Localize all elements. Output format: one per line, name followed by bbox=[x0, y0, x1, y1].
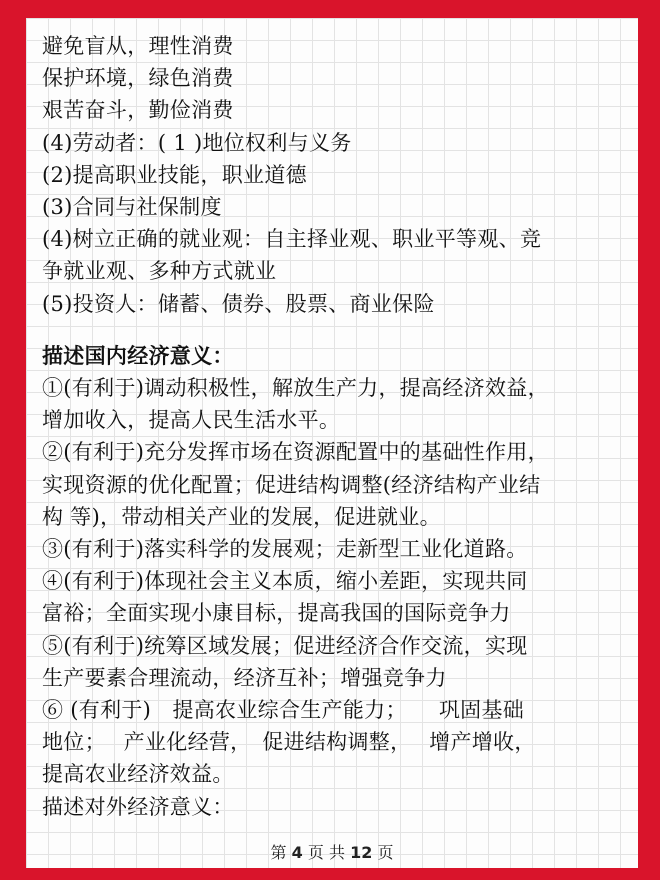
footer-prefix: 第 bbox=[270, 843, 287, 862]
footer-current-page: 4 bbox=[291, 843, 303, 862]
footer-total-pages: 12 bbox=[350, 843, 373, 862]
domestic-line-7: ④(有利于)体现社会主义本质，缩小差距，实现共同 bbox=[42, 569, 528, 594]
grid-paper-sheet bbox=[26, 18, 638, 868]
domestic-line-8: 富裕；全面实现小康目标，提高我国的国际竞争力 bbox=[42, 601, 511, 626]
worker-line-5: 争就业观、多种方式就业 bbox=[42, 259, 277, 284]
domestic-line-2: 增加收入，提高人民生活水平。 bbox=[42, 408, 341, 433]
consumer-line-3: 艰苦奋斗，勤俭消费 bbox=[42, 98, 234, 123]
domestic-line-11: ⑥ (有利于) 提高农业综合生产能力； 巩固基础 bbox=[42, 698, 525, 723]
domestic-line-1: ①(有利于)调动积极性，解放生产力，提高经济效益， bbox=[42, 376, 549, 401]
worker-line-2: (2)提高职业技能，职业道德 bbox=[42, 162, 307, 187]
worker-line-4: (4)树立正确的就业观：自主择业观、职业平等观、竞 bbox=[42, 227, 542, 252]
domestic-line-9: ⑤(有利于)统筹区域发展；促进经济合作交流，实现 bbox=[42, 633, 528, 658]
consumer-line-1: 避免盲从，理性消费 bbox=[42, 34, 234, 58]
worker-line-6: (5)投资人：储蓄、债券、股票、商业保险 bbox=[42, 291, 435, 316]
worker-line-1: (4)劳动者：( 1 )地位权利与义务 bbox=[42, 130, 352, 155]
foreign-heading: 描述对外经济意义： bbox=[42, 794, 234, 819]
domestic-line-12: 地位； 产业化经营， 促进结构调整， 增产增收， bbox=[42, 730, 536, 755]
domestic-line-13: 提高农业经济效益。 bbox=[42, 762, 234, 787]
section-spacer bbox=[42, 320, 632, 340]
footer-suffix: 页 bbox=[377, 843, 394, 862]
footer-middle: 页 共 bbox=[307, 843, 345, 862]
domestic-line-10: 生产要素合理流动，经济互补；增强竞争力 bbox=[42, 665, 447, 690]
consumer-line-2: 保护环境，绿色消费 bbox=[42, 66, 234, 91]
document-body bbox=[42, 30, 632, 823]
domestic-line-5: 构 等)，带动相关产业的发展，促进就业。 bbox=[42, 504, 441, 529]
domestic-line-4: 实现资源的优化配置；促进结构调整(经济结构产业结 bbox=[42, 472, 541, 497]
domestic-line-3: ②(有利于)充分发挥市场在资源配置中的基础性作用， bbox=[42, 440, 549, 465]
page-number-footer bbox=[26, 840, 638, 863]
domestic-line-6: ③(有利于)落实科学的发展观；走新型工业化道路。 bbox=[42, 537, 528, 562]
domestic-heading: 描述国内经济意义： bbox=[42, 342, 234, 368]
worker-line-3: (3)合同与社保制度 bbox=[42, 195, 222, 220]
